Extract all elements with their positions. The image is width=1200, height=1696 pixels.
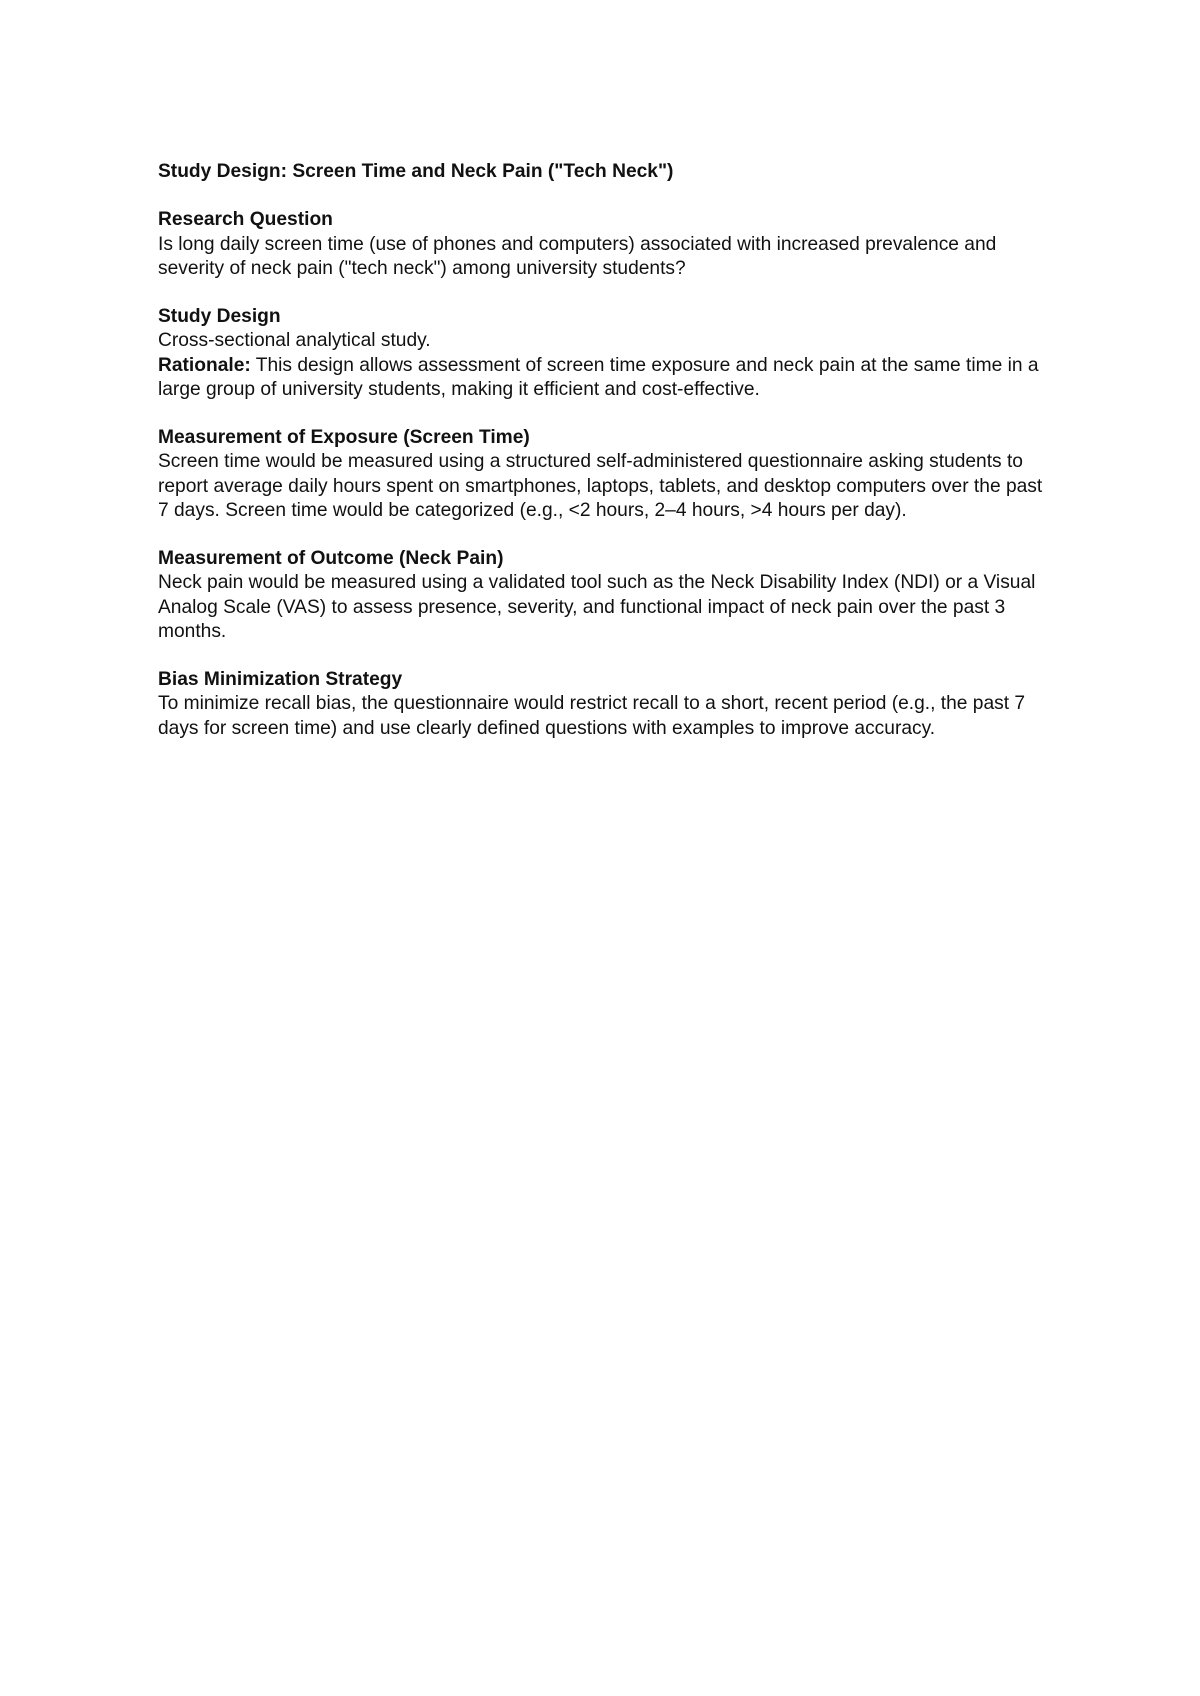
section-body: Is long daily screen time (use of phones and computers) associated with increased prevalence and severity of neck pain ("tech neck") among university students?	[158, 233, 997, 279]
section-heading: Study Design	[158, 306, 281, 328]
section-body: To minimize recall bias, the questionnaire would restrict recall to a short, recent period (e.g., the past 7 days for screen time) and use clearly defined questions with examples to improve accuracy.	[158, 693, 1026, 739]
rationale-text: This design allows assessment of screen time exposure and neck pain at the same time in a large group of university students, making it efficient and cost-effective.	[158, 354, 1039, 400]
rationale-paragraph	[158, 354, 1058, 402]
section-heading: Measurement of Outcome (Neck Pain)	[158, 548, 504, 570]
section-body: Neck pain would be measured using a validated tool such as the Neck Disability Index (NDI) or a Visual Analog Scale (VAS) to assess presence, severity, and functional impact of neck pain over the past 3 months.	[158, 572, 1036, 642]
document-page	[158, 160, 1058, 765]
section-heading: Bias Minimization Strategy	[158, 669, 403, 691]
section-exposure-measurement	[158, 426, 1058, 523]
section-heading: Research Question	[158, 209, 333, 231]
section-study-design	[158, 305, 1058, 402]
document-title: Study Design: Screen Time and Neck Pain ("Tech Neck")	[158, 161, 674, 182]
section-body: Screen time would be measured using a structured self-administered questionnaire asking students to report average daily hours spent on smartphones, laptops, tablets, and desktop computers over the past 7 days. Screen time would be categorized (e.g., <2 hours, 2–4 hours, >4 hours per day).	[158, 451, 1043, 521]
section-research-question	[158, 208, 1058, 281]
section-heading: Measurement of Exposure (Screen Time)	[158, 427, 530, 449]
section-bias-minimization	[158, 668, 1058, 741]
section-body: Cross-sectional analytical study.	[158, 330, 431, 352]
section-outcome-measurement	[158, 547, 1058, 644]
rationale-label: Rationale:	[158, 354, 251, 376]
